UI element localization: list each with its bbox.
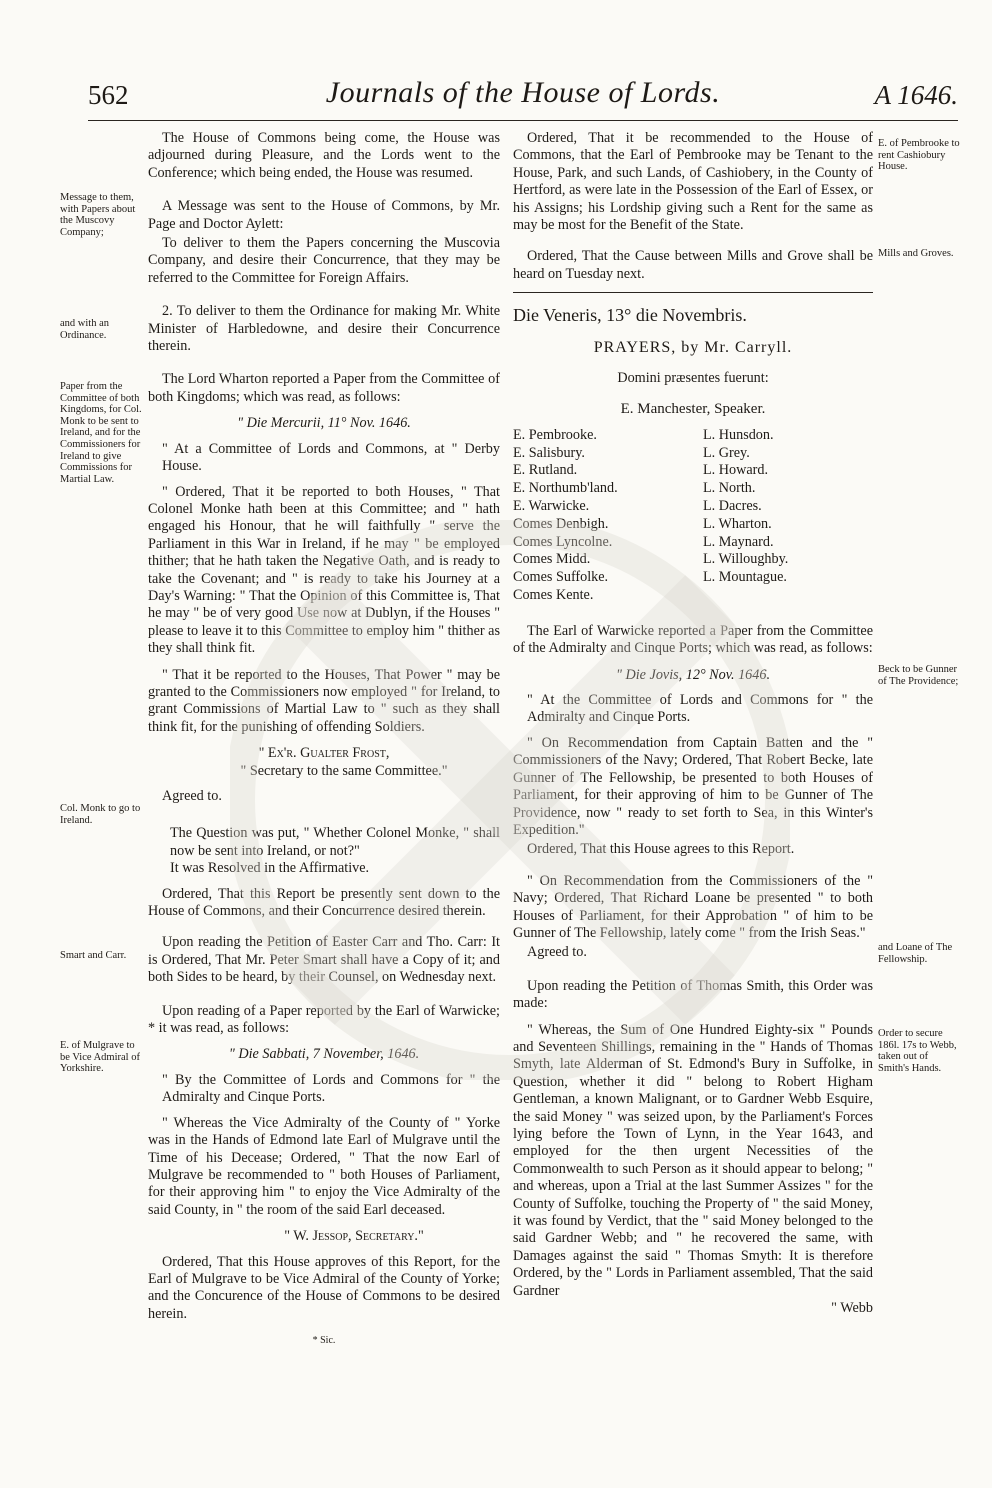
lord-name: L. Wharton. xyxy=(703,515,772,532)
header-rule xyxy=(88,120,958,121)
paragraph: Ordered, That the Cause between Mills and Grove shall be heard on Tuesday next. xyxy=(513,248,873,282)
quoted-order: " That it be reported to the Houses, That Power " may be granted to the Commissioners now employed " for Ireland, to grant Commissions of Martial Law to " such as they shall think fit, for the punishing of offending Soldiers. xyxy=(148,666,500,735)
paragraph: The House of Commons being come, the House was adjourned during Pleasure, and the Lords went to the Conference; which being ended, the House was resumed. xyxy=(148,130,500,181)
agreed-line: Agreed to. xyxy=(162,788,222,804)
footnote: * Sic. xyxy=(312,1335,336,1347)
paragraph: Upon reading of a Paper reported by the Earl of Warwicke; * it was read, as follows: xyxy=(148,1002,500,1037)
margin-note: E. of Mulgrave to be Vice Admiral of Yorkshire. xyxy=(60,1040,140,1075)
speaker-line: E. Manchester, Speaker. xyxy=(620,401,766,418)
paragraph: 2. To deliver to them the Ordinance for making Mr. White Minister of Harbledowne, and desire their Concurrence therein. xyxy=(148,303,500,355)
paragraph: The Lord Wharton reported a Paper from the Committee of both Kingdoms; which was read, as follows: xyxy=(148,371,500,405)
quoted-order: " On Recommendation from the Commissioners of the " Navy; Ordered, That Richard Loane be presented " to both Houses of Parliament, for their Approbation " of him to be Gunner of The Fellowship, lately come " from the Irish Seas." xyxy=(513,872,873,941)
quoted-order: " On Recommendation from Captain Batten and the " Commissioners of the Navy; Ordered, That Robert Becke, late Gunner of The Fellowship, be presented to both Houses of Parliament, for their approving of him to be Gunner of The Providence, now " ready to set forth to Sea, in this Winter's Expedition." xyxy=(513,734,873,838)
running-title: Journals of the House of Lords. xyxy=(325,76,721,109)
lords-present-list xyxy=(513,427,873,605)
lord-name: L. Howard. xyxy=(703,462,769,479)
paragraph: To deliver to them the Papers concerning the Muscovia Company, and desire their Concurrence, that they may be referred to the Committee for Foreign Affairs. xyxy=(148,235,500,286)
committee-line: " At the Committee of Lords and Commons for " the Admiralty and Cinque Ports. xyxy=(527,692,873,726)
margin-note: Col. Monk to go to Ireland. xyxy=(60,803,141,826)
margin-note: and Loane of The Fellowship. xyxy=(878,942,953,965)
paragraph: A Message was sent to the House of Commons, by Mr. Page and Doctor Aylett: xyxy=(148,198,500,232)
lord-name: L. Mountague. xyxy=(703,569,787,586)
lord-name: Comes Midd. xyxy=(513,551,591,568)
lord-name: E. Warwicke. xyxy=(513,498,590,515)
committee-line: " At a Committee of Lords and Commons, at " Derby House. xyxy=(162,440,500,475)
lords-list-earls xyxy=(513,427,703,605)
lord-name: Comes Suffolke. xyxy=(513,569,609,586)
margin-note: Mills and Groves. xyxy=(878,248,954,259)
lord-name: L. Grey. xyxy=(703,444,750,461)
committee-line: " By the Committee of Lords and Commons for " the Admiralty and Cinque Ports. xyxy=(162,1071,500,1106)
lord-name: L. Willoughby. xyxy=(703,551,789,568)
margin-note: and with an Ordinance. xyxy=(60,318,109,341)
left-column xyxy=(148,130,500,1350)
lord-name: L. Maynard. xyxy=(703,533,774,550)
section-rule xyxy=(513,292,873,293)
question: The Question was put, " Whether Colonel Monke, " shall now be sent into Ireland, or not?" xyxy=(170,825,500,859)
running-year: A 1646. xyxy=(874,80,958,110)
paragraph: The Earl of Warwicke reported a Paper from the Committee of the Admiralty and Cinque Ports; which was read, as follows: xyxy=(513,622,873,657)
margin-note: Paper from the Committee of both Kingdoms, for Col. Monk to be sent to Ireland, and for the Commissioners for Ireland to give Commissions for Martial Law. xyxy=(60,381,142,485)
lord-name: Comes Kente. xyxy=(513,587,594,604)
margin-note: Smart and Carr. xyxy=(60,950,127,961)
lord-name: Comes Lyncolne. xyxy=(513,533,613,550)
paragraph: Ordered, That this Report be presently sent down to the House of Commons, and their Concurrence desired therein. xyxy=(148,885,500,920)
signature: " Ex'r. Gualter Frost, xyxy=(258,745,390,762)
paragraph: Ordered, That this House approves of this Report, for the Earl of Mulgrave to be Vice Admiral of the County of Yorke; and the Concurence of the House of Commons to be desired herein. xyxy=(148,1253,500,1322)
lord-name: E. Rutland. xyxy=(513,462,578,479)
margin-note: Order to secure 186l. 17s to Webb, taken out of Smith's Hands. xyxy=(878,1028,957,1074)
lord-name: E. Pembrooke. xyxy=(513,426,597,443)
signature: " W. Jessop, Secretary." xyxy=(284,1228,424,1245)
resolution: It was Resolved in the Affirmative. xyxy=(170,860,370,877)
signature-title: " Secretary to the same Committee." xyxy=(240,762,448,779)
right-column xyxy=(513,130,873,1317)
lord-name: L. Dacres. xyxy=(703,498,762,515)
margin-note: Message to them, with Papers about the Muscovy Company; xyxy=(60,192,136,238)
date-line: " Die Sabbati, 7 November, 1646. xyxy=(228,1046,420,1063)
present-line: Domini præsentes fuerunt: xyxy=(617,370,769,387)
prayers-line: PRAYERS, by Mr. Carryll. xyxy=(593,338,793,356)
lord-name: Comes Denbigh. xyxy=(513,515,609,532)
order-line: Ordered, That this House agrees to this Report. xyxy=(527,841,795,858)
margin-note: Beck to be Gunner of The Providence; xyxy=(878,664,959,687)
catchword: " Webb xyxy=(831,1300,873,1317)
quoted-order: " Whereas the Vice Admiralty of the County of " Yorke was in the Hands of Edmond late Earl of Mulgrave until the Time of his Decease; Ordered, " That the now Earl of Mulgrave be recommended to " both Houses of Parliament, for their approving him " to enjoy the Vice Admiralty of the said County, in " the room of the said Earl deceased. xyxy=(148,1114,500,1218)
page-number: 562 xyxy=(88,80,129,110)
lord-name: E. Northumb'land. xyxy=(513,480,618,497)
date-line: " Die Mercurii, 11° Nov. 1646. xyxy=(237,415,411,432)
running-header xyxy=(88,76,958,116)
agreed-line: Agreed to. xyxy=(527,944,587,961)
lord-name: E. Salisbury. xyxy=(513,444,585,461)
quoted-order: " Whereas, the Sum of One Hundred Eighty-six " Pounds and Seventeen Shillings, remaining in the " Hands of Thomas Smyth, late Alderman of St. Edmond's Bury in Suffolke, in Question, whether it did " belong to Robert Higham Gentleman, a known Malignant, or to Gardner Webb Esquire, the said Money " was seized upon, by the Parliament's Forces lying before the Town of Lynn, in the Year 1643, and employed for the then urgent Necessities of the Commonwealth to such Person as it should appear to belong; " and whereas, upon a Trial at the last Summer Assizes " for the County of Suffolke, touching the Property of " the said Money, it was found by Verdict, that the " said Money belonged to the said Gardner Webb; and " he recovered the same, with Damages against the said " Thomas Smyth: It is therefore Ordered, by the " Lords in Parliament assembled, That the said Gardner xyxy=(513,1021,873,1299)
quoted-order: " Ordered, That it be reported to both Houses, " That Colonel Monke hath been at this Committee; and " hath engaged his Honour, that he will faithfully " serve the Parliament in this War in Ireland, if he may " be employed thither; that he hath taken the Negative Oath, and is ready to take the Covenant; and " is ready to take his Journey at a Day's Warning: " That the Opinion of this Committee is, That he may " be of very good Use now at Dublyn, if the Houses " please to leave it to this Committee to employ him " thither as they shall think fit. xyxy=(148,483,500,657)
lord-name: L. Hunsdon. xyxy=(703,426,774,443)
date-line: " Die Jovis, 12° Nov. 1646. xyxy=(615,666,770,683)
paragraph: Upon reading the Petition of Thomas Smith, this Order was made: xyxy=(513,977,873,1012)
paragraph: Upon reading the Petition of Easter Carr and Tho. Carr: It is Ordered, That Mr. Peter Smart shall have a Copy of it; and both Sides to be heard, by their Counsel, on Wednesday next. xyxy=(148,934,500,986)
lord-name: L. North. xyxy=(703,480,756,497)
paragraph: Ordered, That it be recommended to the House of Commons, that the Earl of Pembrooke may be Tenant to the House, Park, and such Lands, of Cashiobery, in the County of Hertford, as were late in the Possession of the Earl of Essex, or his Assigns; his Lordship giving such a Rent for the same as may be most for the Benefit of the State. xyxy=(513,130,873,234)
day-heading: Die Veneris, 13° die Novembris. xyxy=(513,305,747,326)
margin-note: E. of Pembrooke to rent Cashiobury House. xyxy=(878,138,960,173)
lords-list-barons xyxy=(703,427,788,605)
